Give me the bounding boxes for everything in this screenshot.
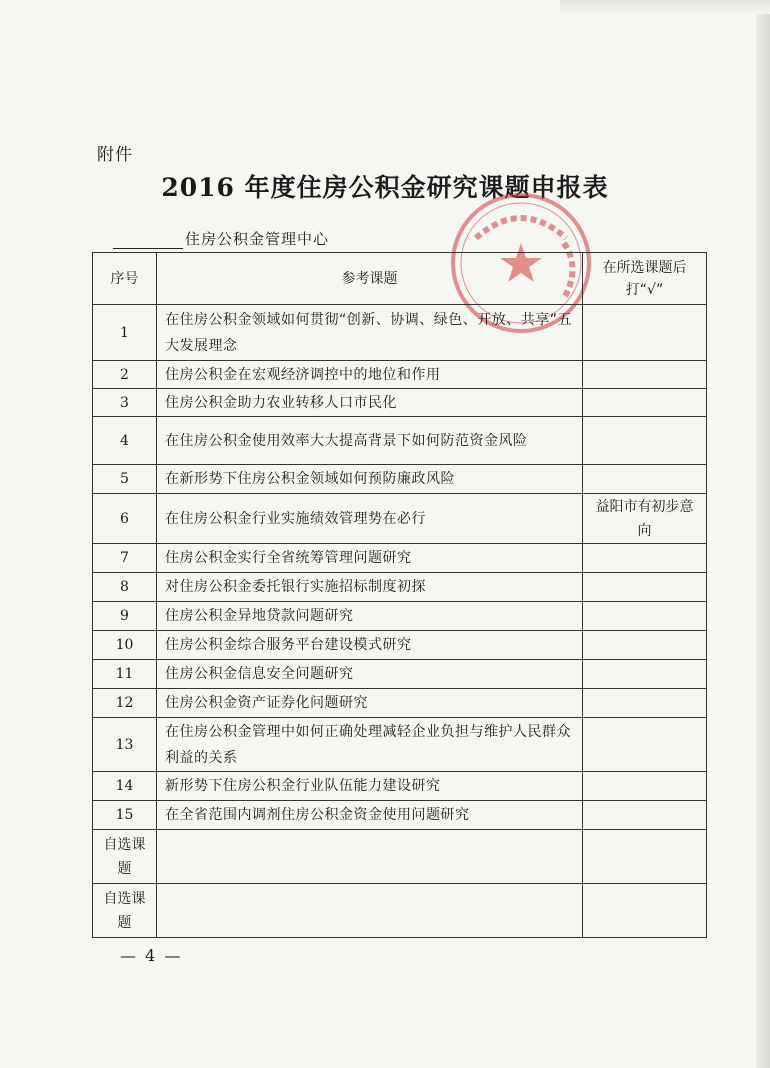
table-row: [93, 573, 707, 602]
row-mark[interactable]: [583, 417, 707, 465]
row-num: 9: [93, 602, 157, 631]
table-row: [93, 305, 707, 361]
row-num: 2: [93, 361, 157, 389]
table-row: [93, 689, 707, 718]
table-row: [93, 417, 707, 465]
table-row: [93, 660, 707, 689]
row-num: 10: [93, 631, 157, 660]
row-topic: 在全省范围内调剂住房公积金资金使用问题研究: [157, 801, 583, 830]
row-topic: 在住房公积金管理中如何正确处理减轻企业负担与维护人民群众利益的关系: [157, 718, 583, 772]
row-mark[interactable]: [583, 689, 707, 718]
attachment-label: 附件: [97, 145, 133, 165]
row-mark[interactable]: [583, 361, 707, 389]
row-num: 15: [93, 801, 157, 830]
header-num: 序号: [93, 253, 157, 305]
row-num: 7: [93, 544, 157, 573]
row-mark[interactable]: [583, 660, 707, 689]
row-mark[interactable]: [583, 573, 707, 602]
row-topic: 对住房公积金委托银行实施招标制度初探: [157, 573, 583, 602]
row-num: 12: [93, 689, 157, 718]
row-mark[interactable]: [583, 772, 707, 801]
row-topic: 住房公积金综合服务平台建设模式研究: [157, 631, 583, 660]
org-suffix: 住房公积金管理中心: [185, 230, 330, 248]
table-row: [93, 465, 707, 494]
row-mark[interactable]: [583, 389, 707, 417]
table-row: [93, 772, 707, 801]
row-num: 1: [93, 305, 157, 361]
table-row: [93, 602, 707, 631]
row-num: 5: [93, 465, 157, 494]
row-topic: 住房公积金助力农业转移人口市民化: [157, 389, 583, 417]
row-mark[interactable]: [583, 801, 707, 830]
row-num: 3: [93, 389, 157, 417]
table-row: [93, 801, 707, 830]
row-num: 4: [93, 417, 157, 465]
row-num: 6: [93, 494, 157, 544]
self-select-label: 自选课题: [93, 830, 157, 884]
row-mark[interactable]: [583, 602, 707, 631]
page-number: — 4 —: [120, 946, 183, 965]
row-mark[interactable]: 益阳市有初步意向: [583, 494, 707, 544]
header-mark: 在所选课题后打“√”: [583, 253, 707, 305]
row-num: 14: [93, 772, 157, 801]
row-topic: 在住房公积金行业实施绩效管理势在必行: [157, 494, 583, 544]
scan-edge-shadow: [756, 0, 770, 1068]
table-row: [93, 718, 707, 772]
row-topic: 住房公积金异地贷款问题研究: [157, 602, 583, 631]
self-select-mark[interactable]: [583, 830, 707, 884]
row-mark[interactable]: [583, 718, 707, 772]
table-row: [93, 631, 707, 660]
self-select-mark[interactable]: [583, 884, 707, 938]
scan-edge-top: [560, 0, 770, 14]
row-topic: 住房公积金在宏观经济调控中的地位和作用: [157, 361, 583, 389]
topics-table: [92, 252, 707, 938]
table-row: [93, 361, 707, 389]
self-select-topic[interactable]: [157, 830, 583, 884]
row-mark[interactable]: [583, 631, 707, 660]
self-select-label: 自选课题: [93, 884, 157, 938]
row-topic: 在住房公积金使用效率大大提高背景下如何防范资金风险: [157, 417, 583, 465]
page-title: 2016 年度住房公积金研究课题申报表: [161, 173, 609, 202]
row-topic: 在住房公积金领域如何贯彻“创新、协调、绿色、开放、共享”五大发展理念: [157, 305, 583, 361]
table-header-row: [93, 253, 707, 305]
row-num: 11: [93, 660, 157, 689]
header-topic: 参考课题: [157, 253, 583, 305]
row-topic: 住房公积金实行全省统筹管理问题研究: [157, 544, 583, 573]
row-mark[interactable]: [583, 305, 707, 361]
row-mark[interactable]: [583, 465, 707, 494]
table-row: [93, 494, 707, 544]
table-row: [93, 389, 707, 417]
blank-underline: [113, 234, 183, 249]
self-select-row: [93, 884, 707, 938]
row-topic: 在新形势下住房公积金领域如何预防廉政风险: [157, 465, 583, 494]
self-select-row: [93, 830, 707, 884]
row-mark[interactable]: [583, 544, 707, 573]
org-line: [113, 228, 329, 249]
self-select-topic[interactable]: [157, 884, 583, 938]
row-topic: 住房公积金资产证券化问题研究: [157, 689, 583, 718]
row-num: 13: [93, 718, 157, 772]
table-row: [93, 544, 707, 573]
row-num: 8: [93, 573, 157, 602]
row-topic: 住房公积金信息安全问题研究: [157, 660, 583, 689]
row-topic: 新形势下住房公积金行业队伍能力建设研究: [157, 772, 583, 801]
